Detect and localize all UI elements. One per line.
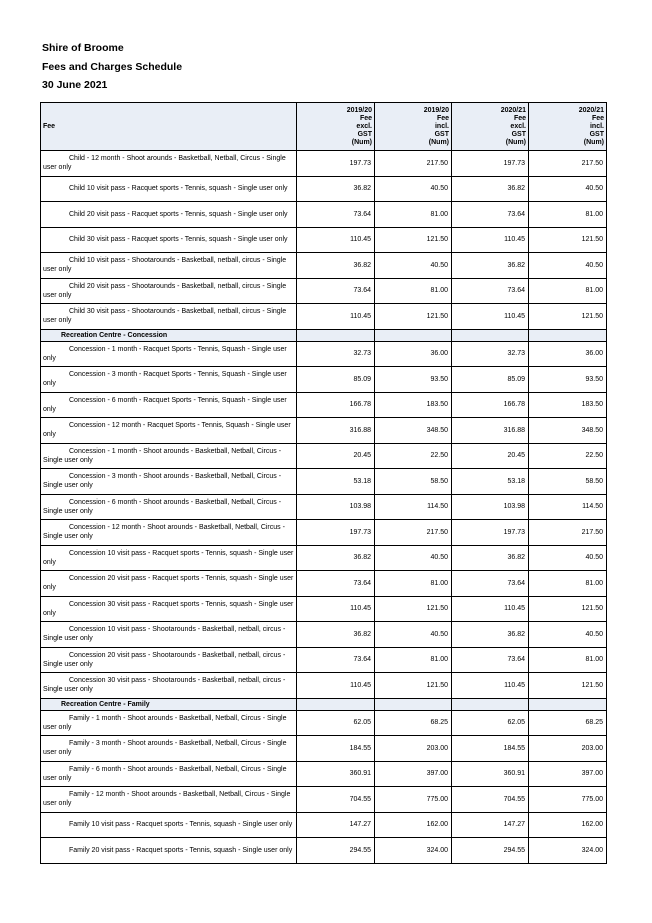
fee-value-cell: 73.64 xyxy=(452,647,529,673)
fee-value-cell: 110.45 xyxy=(297,673,375,699)
fee-description-text: Concession - 6 month - Racquet Sports - Tennis, Squash - Single user only xyxy=(43,396,287,413)
column-header-line: (Num) xyxy=(505,138,526,146)
fee-value-cell: 81.00 xyxy=(375,202,452,228)
fee-description xyxy=(41,202,297,228)
fee-description xyxy=(41,176,297,202)
fee-description xyxy=(41,392,297,418)
fee-value-cell: 20.45 xyxy=(452,443,529,469)
fee-value-cell: 110.45 xyxy=(297,227,375,253)
fee-value-cell: 93.50 xyxy=(529,367,607,393)
fee-value-cell: 81.00 xyxy=(529,647,607,673)
fee-value-cell: 203.00 xyxy=(529,736,607,762)
fee-value-cell: 81.00 xyxy=(529,278,607,304)
table-row xyxy=(41,838,607,864)
fee-description-text: Family 20 visit pass - Racquet sports - Tennis, squash - Single user only xyxy=(69,846,293,854)
fee-value-cell: 121.50 xyxy=(375,227,452,253)
fee-value-cell: 40.50 xyxy=(529,622,607,648)
fee-value-cell: 36.00 xyxy=(375,341,452,367)
fee-value-cell: 22.50 xyxy=(529,443,607,469)
section-blank-cell xyxy=(297,698,375,710)
fee-description xyxy=(41,469,297,495)
column-header-line: GST xyxy=(511,130,526,138)
table-row xyxy=(41,418,607,444)
fee-value-cell: 217.50 xyxy=(529,520,607,546)
section-blank-cell xyxy=(375,698,452,710)
column-header-line: 2020/21 xyxy=(578,106,604,114)
fee-description xyxy=(41,253,297,279)
fee-value-cell: 166.78 xyxy=(297,392,375,418)
fee-value-cell: 775.00 xyxy=(529,787,607,813)
fee-description xyxy=(41,838,297,864)
fee-description-text: Family - 3 month - Shoot arounds - Basketball, Netball, Circus - Single user only xyxy=(43,740,287,757)
table-row xyxy=(41,392,607,418)
column-header-line: Fee xyxy=(359,114,372,122)
fee-value-cell: 40.50 xyxy=(529,253,607,279)
table-row xyxy=(41,812,607,838)
column-header-line: Fee xyxy=(513,114,526,122)
fee-value-cell: 81.00 xyxy=(529,571,607,597)
fee-value-cell: 85.09 xyxy=(452,367,529,393)
fee-value-cell: 348.50 xyxy=(529,418,607,444)
column-header xyxy=(375,103,452,151)
table-body xyxy=(41,151,607,864)
fee-description xyxy=(41,571,297,597)
column-header-line: GST xyxy=(589,130,604,138)
table-row xyxy=(41,673,607,699)
fee-description xyxy=(41,304,297,330)
fee-value-cell: 36.00 xyxy=(529,341,607,367)
fee-description-text: Child 20 visit pass - Racquet sports - Tennis, squash - Single user only xyxy=(69,210,288,218)
section-row xyxy=(41,329,607,341)
fee-value-cell: 121.50 xyxy=(529,596,607,622)
fee-value-cell: 81.00 xyxy=(375,571,452,597)
table-row xyxy=(41,520,607,546)
table-row xyxy=(41,202,607,228)
table-row xyxy=(41,622,607,648)
column-header-line: incl. xyxy=(434,122,449,130)
section-blank-cell xyxy=(529,329,607,341)
fee-value-cell: 114.50 xyxy=(375,494,452,520)
fee-description-text: Concession - 3 month - Shoot arounds - Basketball, Netball, Circus - Single user only xyxy=(43,473,282,490)
fee-value-cell: 68.25 xyxy=(529,710,607,736)
column-header-line: incl. xyxy=(589,122,604,130)
fee-value-cell: 217.50 xyxy=(375,151,452,177)
fee-value-cell: 294.55 xyxy=(297,838,375,864)
fee-description-text: Child - 12 month - Shoot arounds - Basketball, Netball, Circus - Single user only xyxy=(43,155,286,172)
column-header-line: (Num) xyxy=(351,138,372,146)
fee-value-cell: 360.91 xyxy=(452,761,529,787)
fee-value-cell: 20.45 xyxy=(297,443,375,469)
fee-value-cell: 294.55 xyxy=(452,838,529,864)
fee-value-cell: 203.00 xyxy=(375,736,452,762)
table-row xyxy=(41,341,607,367)
fee-value-cell: 81.00 xyxy=(529,202,607,228)
fee-value-cell: 40.50 xyxy=(375,253,452,279)
fee-value-cell: 184.55 xyxy=(297,736,375,762)
fee-description-text: Family - 1 month - Shoot arounds - Basketball, Netball, Circus - Single user only xyxy=(43,714,287,731)
fee-value-cell: 36.82 xyxy=(452,545,529,571)
fee-description-text: Concession - 1 month - Shoot arounds - Basketball, Netball, Circus - Single user only xyxy=(43,447,282,464)
section-blank-cell xyxy=(452,329,529,341)
fee-description-text: Concession 30 visit pass - Shootarounds - Basketball, netball, circus - Single user only xyxy=(43,677,286,694)
fee-description-text: Concession - 12 month - Racquet Sports - Tennis, Squash - Single user only xyxy=(43,422,291,439)
fee-description-text: Child 10 visit pass - Shootarounds - Basketball, netball, circus - Single user only xyxy=(43,257,287,274)
fee-value-cell: 32.73 xyxy=(297,341,375,367)
fee-value-cell: 103.98 xyxy=(452,494,529,520)
fee-description xyxy=(41,494,297,520)
fee-description xyxy=(41,710,297,736)
table-row xyxy=(41,710,607,736)
column-header xyxy=(297,103,375,151)
fee-description xyxy=(41,596,297,622)
fee-description-text: Family 10 visit pass - Racquet sports - Tennis, squash - Single user only xyxy=(69,821,293,829)
fee-description xyxy=(41,673,297,699)
column-header xyxy=(452,103,529,151)
fee-value-cell: 73.64 xyxy=(297,647,375,673)
column-header-line: (Num) xyxy=(428,138,449,146)
fee-value-cell: 217.50 xyxy=(375,520,452,546)
fee-value-cell: 316.88 xyxy=(452,418,529,444)
column-header-line: GST xyxy=(357,130,372,138)
column-header-line: 2019/20 xyxy=(346,106,372,114)
fee-value-cell: 316.88 xyxy=(297,418,375,444)
fee-value-cell: 40.50 xyxy=(375,622,452,648)
fee-value-cell: 121.50 xyxy=(529,227,607,253)
fee-value-cell: 121.50 xyxy=(375,673,452,699)
fee-value-cell: 103.98 xyxy=(297,494,375,520)
fee-value-cell: 40.50 xyxy=(529,176,607,202)
fee-description-text: Concession 20 visit pass - Shootarounds - Basketball, netball, circus - Single user only xyxy=(43,651,286,668)
fee-value-cell: 166.78 xyxy=(452,392,529,418)
section-blank-cell xyxy=(297,329,375,341)
fee-description xyxy=(41,812,297,838)
fee-value-cell: 73.64 xyxy=(452,571,529,597)
table-row xyxy=(41,151,607,177)
fee-value-cell: 36.82 xyxy=(297,545,375,571)
fee-value-cell: 53.18 xyxy=(297,469,375,495)
table-row xyxy=(41,253,607,279)
fee-value-cell: 704.55 xyxy=(452,787,529,813)
table-row xyxy=(41,761,607,787)
fee-value-cell: 36.82 xyxy=(452,176,529,202)
column-header-line: GST xyxy=(434,130,449,138)
fee-value-cell: 110.45 xyxy=(452,227,529,253)
fee-description-text: Child 20 visit pass - Shootarounds - Basketball, netball, circus - Single user only xyxy=(43,282,287,299)
fee-value-cell: 73.64 xyxy=(452,202,529,228)
fee-value-cell: 348.50 xyxy=(375,418,452,444)
table-row xyxy=(41,736,607,762)
fee-value-cell: 73.64 xyxy=(452,278,529,304)
fee-value-cell: 197.73 xyxy=(452,520,529,546)
fee-value-cell: 110.45 xyxy=(452,304,529,330)
fee-value-cell: 110.45 xyxy=(452,596,529,622)
table-row xyxy=(41,469,607,495)
fee-value-cell: 22.50 xyxy=(375,443,452,469)
table-row xyxy=(41,304,607,330)
fee-value-cell: 704.55 xyxy=(297,787,375,813)
fee-description xyxy=(41,367,297,393)
fee-value-cell: 162.00 xyxy=(375,812,452,838)
fee-value-cell: 73.64 xyxy=(297,202,375,228)
fee-value-cell: 324.00 xyxy=(375,838,452,864)
fee-description xyxy=(41,227,297,253)
fee-value-cell: 62.05 xyxy=(452,710,529,736)
fee-description xyxy=(41,545,297,571)
table-row xyxy=(41,367,607,393)
fee-value-cell: 324.00 xyxy=(529,838,607,864)
fee-value-cell: 53.18 xyxy=(452,469,529,495)
fee-value-cell: 81.00 xyxy=(375,278,452,304)
column-header-line: excl. xyxy=(510,122,526,130)
section-title: Recreation Centre - Family xyxy=(41,698,297,710)
fee-value-cell: 197.73 xyxy=(452,151,529,177)
document-title: Fees and Charges Schedule xyxy=(42,61,183,73)
section-blank-cell xyxy=(375,329,452,341)
column-header-line: (Num) xyxy=(583,138,604,146)
fee-description-text: Family - 6 month - Shoot arounds - Basketball, Netball, Circus - Single user only xyxy=(43,765,287,782)
fee-value-cell: 110.45 xyxy=(452,673,529,699)
fee-description-text: Concession 30 visit pass - Racquet sports - Tennis, squash - Single user only xyxy=(43,600,294,617)
fee-description xyxy=(41,341,297,367)
table-row xyxy=(41,571,607,597)
fee-description xyxy=(41,647,297,673)
fee-description-text: Concession - 6 month - Shoot arounds - Basketball, Netball, Circus - Single user only xyxy=(43,498,282,515)
section-blank-cell xyxy=(452,698,529,710)
fee-value-cell: 68.25 xyxy=(375,710,452,736)
fee-description xyxy=(41,520,297,546)
fee-value-cell: 36.82 xyxy=(297,253,375,279)
fee-description xyxy=(41,278,297,304)
fee-value-cell: 36.82 xyxy=(297,622,375,648)
fee-description xyxy=(41,761,297,787)
table-row xyxy=(41,176,607,202)
table-row xyxy=(41,494,607,520)
fee-description xyxy=(41,622,297,648)
fee-value-cell: 114.50 xyxy=(529,494,607,520)
fee-value-cell: 147.27 xyxy=(297,812,375,838)
fee-value-cell: 397.00 xyxy=(529,761,607,787)
table-row xyxy=(41,596,607,622)
fee-value-cell: 162.00 xyxy=(529,812,607,838)
fees-table xyxy=(40,102,607,864)
fee-description xyxy=(41,418,297,444)
fee-value-cell: 85.09 xyxy=(297,367,375,393)
fee-value-cell: 40.50 xyxy=(375,545,452,571)
fee-description-text: Child 30 visit pass - Shootarounds - Basketball, netball, circus - Single user only xyxy=(43,308,287,325)
fee-description-text: Concession 20 visit pass - Racquet sports - Tennis, squash - Single user only xyxy=(43,575,294,592)
fee-value-cell: 40.50 xyxy=(375,176,452,202)
table-row xyxy=(41,545,607,571)
fee-value-cell: 36.82 xyxy=(452,622,529,648)
fee-value-cell: 110.45 xyxy=(297,304,375,330)
fee-description xyxy=(41,736,297,762)
organisation-name: Shire of Broome xyxy=(42,42,124,54)
fee-value-cell: 81.00 xyxy=(375,647,452,673)
fee-value-cell: 93.50 xyxy=(375,367,452,393)
section-title: Recreation Centre - Concession xyxy=(41,329,297,341)
column-header-line: 2019/20 xyxy=(423,106,449,114)
column-header-fee: Fee xyxy=(41,103,297,151)
fee-value-cell: 183.50 xyxy=(529,392,607,418)
fee-value-cell: 121.50 xyxy=(529,673,607,699)
fee-value-cell: 360.91 xyxy=(297,761,375,787)
fee-value-cell: 58.50 xyxy=(529,469,607,495)
section-blank-cell xyxy=(529,698,607,710)
fee-value-cell: 36.82 xyxy=(452,253,529,279)
fee-description-text: Concession - 12 month - Shoot arounds - Basketball, Netball, Circus - Single user only xyxy=(43,524,285,541)
column-header-line: excl. xyxy=(356,122,372,130)
fee-value-cell: 62.05 xyxy=(297,710,375,736)
fee-value-cell: 121.50 xyxy=(375,304,452,330)
fee-value-cell: 73.64 xyxy=(297,278,375,304)
fee-description xyxy=(41,443,297,469)
fee-description xyxy=(41,151,297,177)
fee-value-cell: 183.50 xyxy=(375,392,452,418)
fee-description-text: Concession - 1 month - Racquet Sports - Tennis, Squash - Single user only xyxy=(43,345,287,362)
table-row xyxy=(41,787,607,813)
fee-description-text: Concession 10 visit pass - Shootarounds - Basketball, netball, circus - Single user only xyxy=(43,626,286,643)
column-header-line: 2020/21 xyxy=(500,106,526,114)
fee-description-text: Family - 12 month - Shoot arounds - Basketball, Netball, Circus - Single user only xyxy=(43,791,291,808)
fee-value-cell: 73.64 xyxy=(297,571,375,597)
document-date: 30 June 2021 xyxy=(42,79,108,91)
fee-description-text: Child 10 visit pass - Racquet sports - Tennis, squash - Single user only xyxy=(69,185,288,193)
fee-value-cell: 775.00 xyxy=(375,787,452,813)
table-row xyxy=(41,278,607,304)
fee-value-cell: 147.27 xyxy=(452,812,529,838)
fee-value-cell: 110.45 xyxy=(297,596,375,622)
fee-description xyxy=(41,787,297,813)
table-header-row xyxy=(41,103,607,151)
fee-value-cell: 397.00 xyxy=(375,761,452,787)
table-row xyxy=(41,647,607,673)
fee-description-text: Concession 10 visit pass - Racquet sports - Tennis, squash - Single user only xyxy=(43,549,294,566)
fee-value-cell: 197.73 xyxy=(297,520,375,546)
fee-value-cell: 121.50 xyxy=(375,596,452,622)
fee-value-cell: 184.55 xyxy=(452,736,529,762)
fee-description-text: Child 30 visit pass - Racquet sports - Tennis, squash - Single user only xyxy=(69,236,288,244)
fee-value-cell: 36.82 xyxy=(297,176,375,202)
fee-description-text: Concession - 3 month - Racquet Sports - Tennis, Squash - Single user only xyxy=(43,371,287,388)
section-row xyxy=(41,698,607,710)
fee-value-cell: 217.50 xyxy=(529,151,607,177)
fee-value-cell: 40.50 xyxy=(529,545,607,571)
column-header-line: Fee xyxy=(436,114,449,122)
table-row xyxy=(41,443,607,469)
column-header-line: Fee xyxy=(591,114,604,122)
table-row xyxy=(41,227,607,253)
column-header xyxy=(529,103,607,151)
fee-value-cell: 121.50 xyxy=(529,304,607,330)
fee-value-cell: 32.73 xyxy=(452,341,529,367)
fee-value-cell: 58.50 xyxy=(375,469,452,495)
fee-value-cell: 197.73 xyxy=(297,151,375,177)
